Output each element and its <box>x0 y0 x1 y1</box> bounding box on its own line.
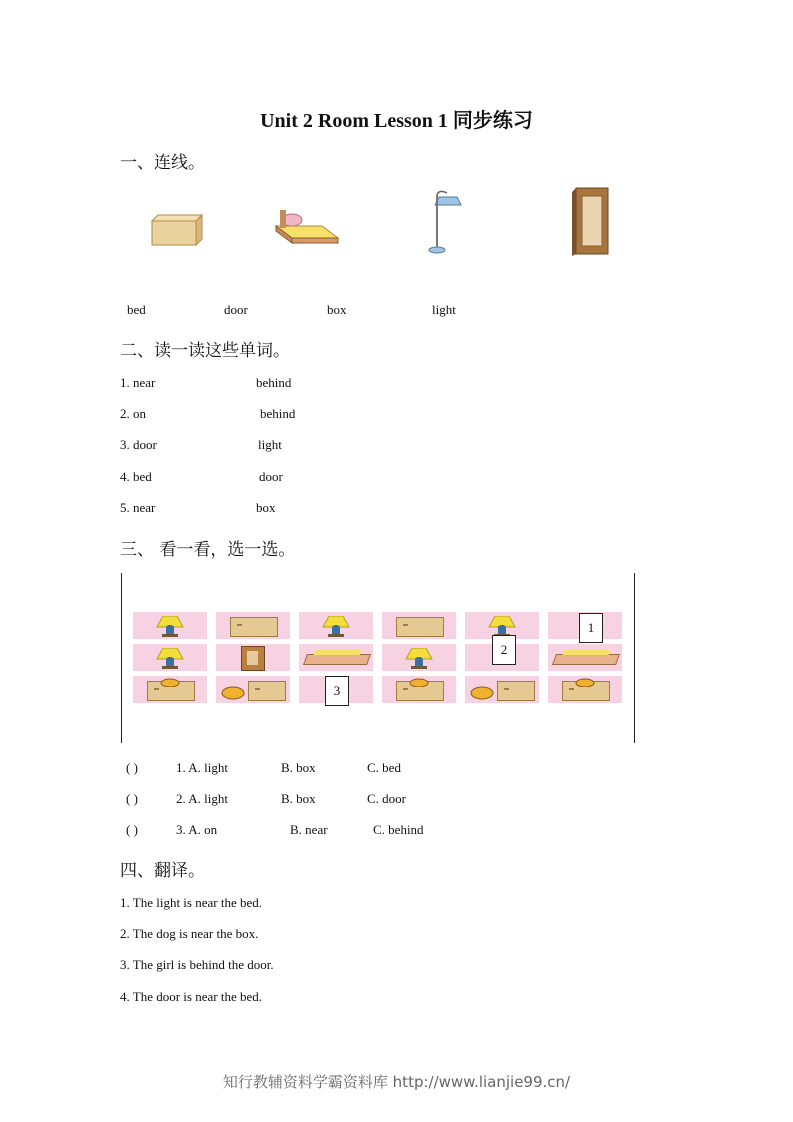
word-light: light <box>432 302 456 317</box>
box-picture <box>146 213 204 247</box>
grid-cell-dog-near-box <box>465 676 539 703</box>
word-pair-left: 1. near <box>120 375 156 390</box>
footer-watermark: 知行教辅资料学霸资料库 http://www.lianjie99.cn/ <box>222 1073 571 1091</box>
grid-cell-box <box>216 612 290 639</box>
translate-sentence: 3. The girl is behind the door. <box>120 957 274 972</box>
option-b: B. box <box>281 760 316 775</box>
word-box: box <box>327 302 347 317</box>
translate-sentence: 1. The light is near the bed. <box>120 895 263 910</box>
word-pair-right: door <box>259 469 283 484</box>
bed-picture <box>272 206 342 246</box>
grid-cell-lamp <box>133 644 207 671</box>
section1-heading: 一、连线。 <box>120 153 205 173</box>
grid-cell-door <box>216 644 290 671</box>
word-pair-left: 4. bed <box>120 469 152 484</box>
word-pair-left: 5. near <box>120 500 156 515</box>
page-title: Unit 2 Room Lesson 1 同步练习 <box>260 110 533 132</box>
option-c: C. bed <box>367 760 401 775</box>
option-b: B. near <box>290 822 328 837</box>
word-bed: bed <box>127 302 146 317</box>
label-box-1: 1 <box>579 613 603 643</box>
grid-cell-dog-near-box <box>216 676 290 703</box>
word-pair-right: light <box>258 437 282 452</box>
grid-cell-dog-on-box <box>548 676 622 703</box>
word-door: door <box>224 302 248 317</box>
word-pair-left: 2. on <box>120 406 146 421</box>
word-pair-right: behind <box>260 406 296 421</box>
grid-cell-box <box>382 612 456 639</box>
option-a: 1. A. light <box>176 760 229 775</box>
grid-cell-lamp <box>299 612 373 639</box>
answer-paren[interactable]: ( ) <box>126 791 138 806</box>
grid-cell-dog-on-box <box>382 676 456 703</box>
word-pair-left: 3. door <box>120 437 157 452</box>
word-pair-right: behind <box>256 375 292 390</box>
translate-sentence: 4. The door is near the bed. <box>120 989 262 1004</box>
section4-heading: 四、翻译。 <box>120 861 205 881</box>
label-box-3: 3 <box>325 676 349 706</box>
label-box-2: 2 <box>492 635 516 665</box>
picture-frame-left-border <box>121 573 122 743</box>
section2-heading: 二、读一读这些单词。 <box>120 341 290 361</box>
light-picture <box>425 189 465 255</box>
picture-frame-right-border <box>634 573 635 743</box>
grid-cell-dog-on-box <box>133 676 207 703</box>
grid-cell-bed <box>548 644 622 671</box>
door-picture <box>572 186 610 256</box>
section3-heading: 三、 看一看，选一选。 <box>120 540 296 560</box>
grid-cell-lamp <box>133 612 207 639</box>
option-c: C. behind <box>373 822 424 837</box>
option-b: B. box <box>281 791 316 806</box>
word-pair-right: box <box>256 500 276 515</box>
grid-cell-lamp <box>382 644 456 671</box>
answer-paren[interactable]: ( ) <box>126 822 138 837</box>
answer-paren[interactable]: ( ) <box>126 760 138 775</box>
option-c: C. door <box>367 791 406 806</box>
option-a: 3. A. on <box>176 822 218 837</box>
translate-sentence: 2. The dog is near the box. <box>120 926 259 941</box>
option-a: 2. A. light <box>176 791 229 806</box>
grid-cell-bed <box>299 644 373 671</box>
